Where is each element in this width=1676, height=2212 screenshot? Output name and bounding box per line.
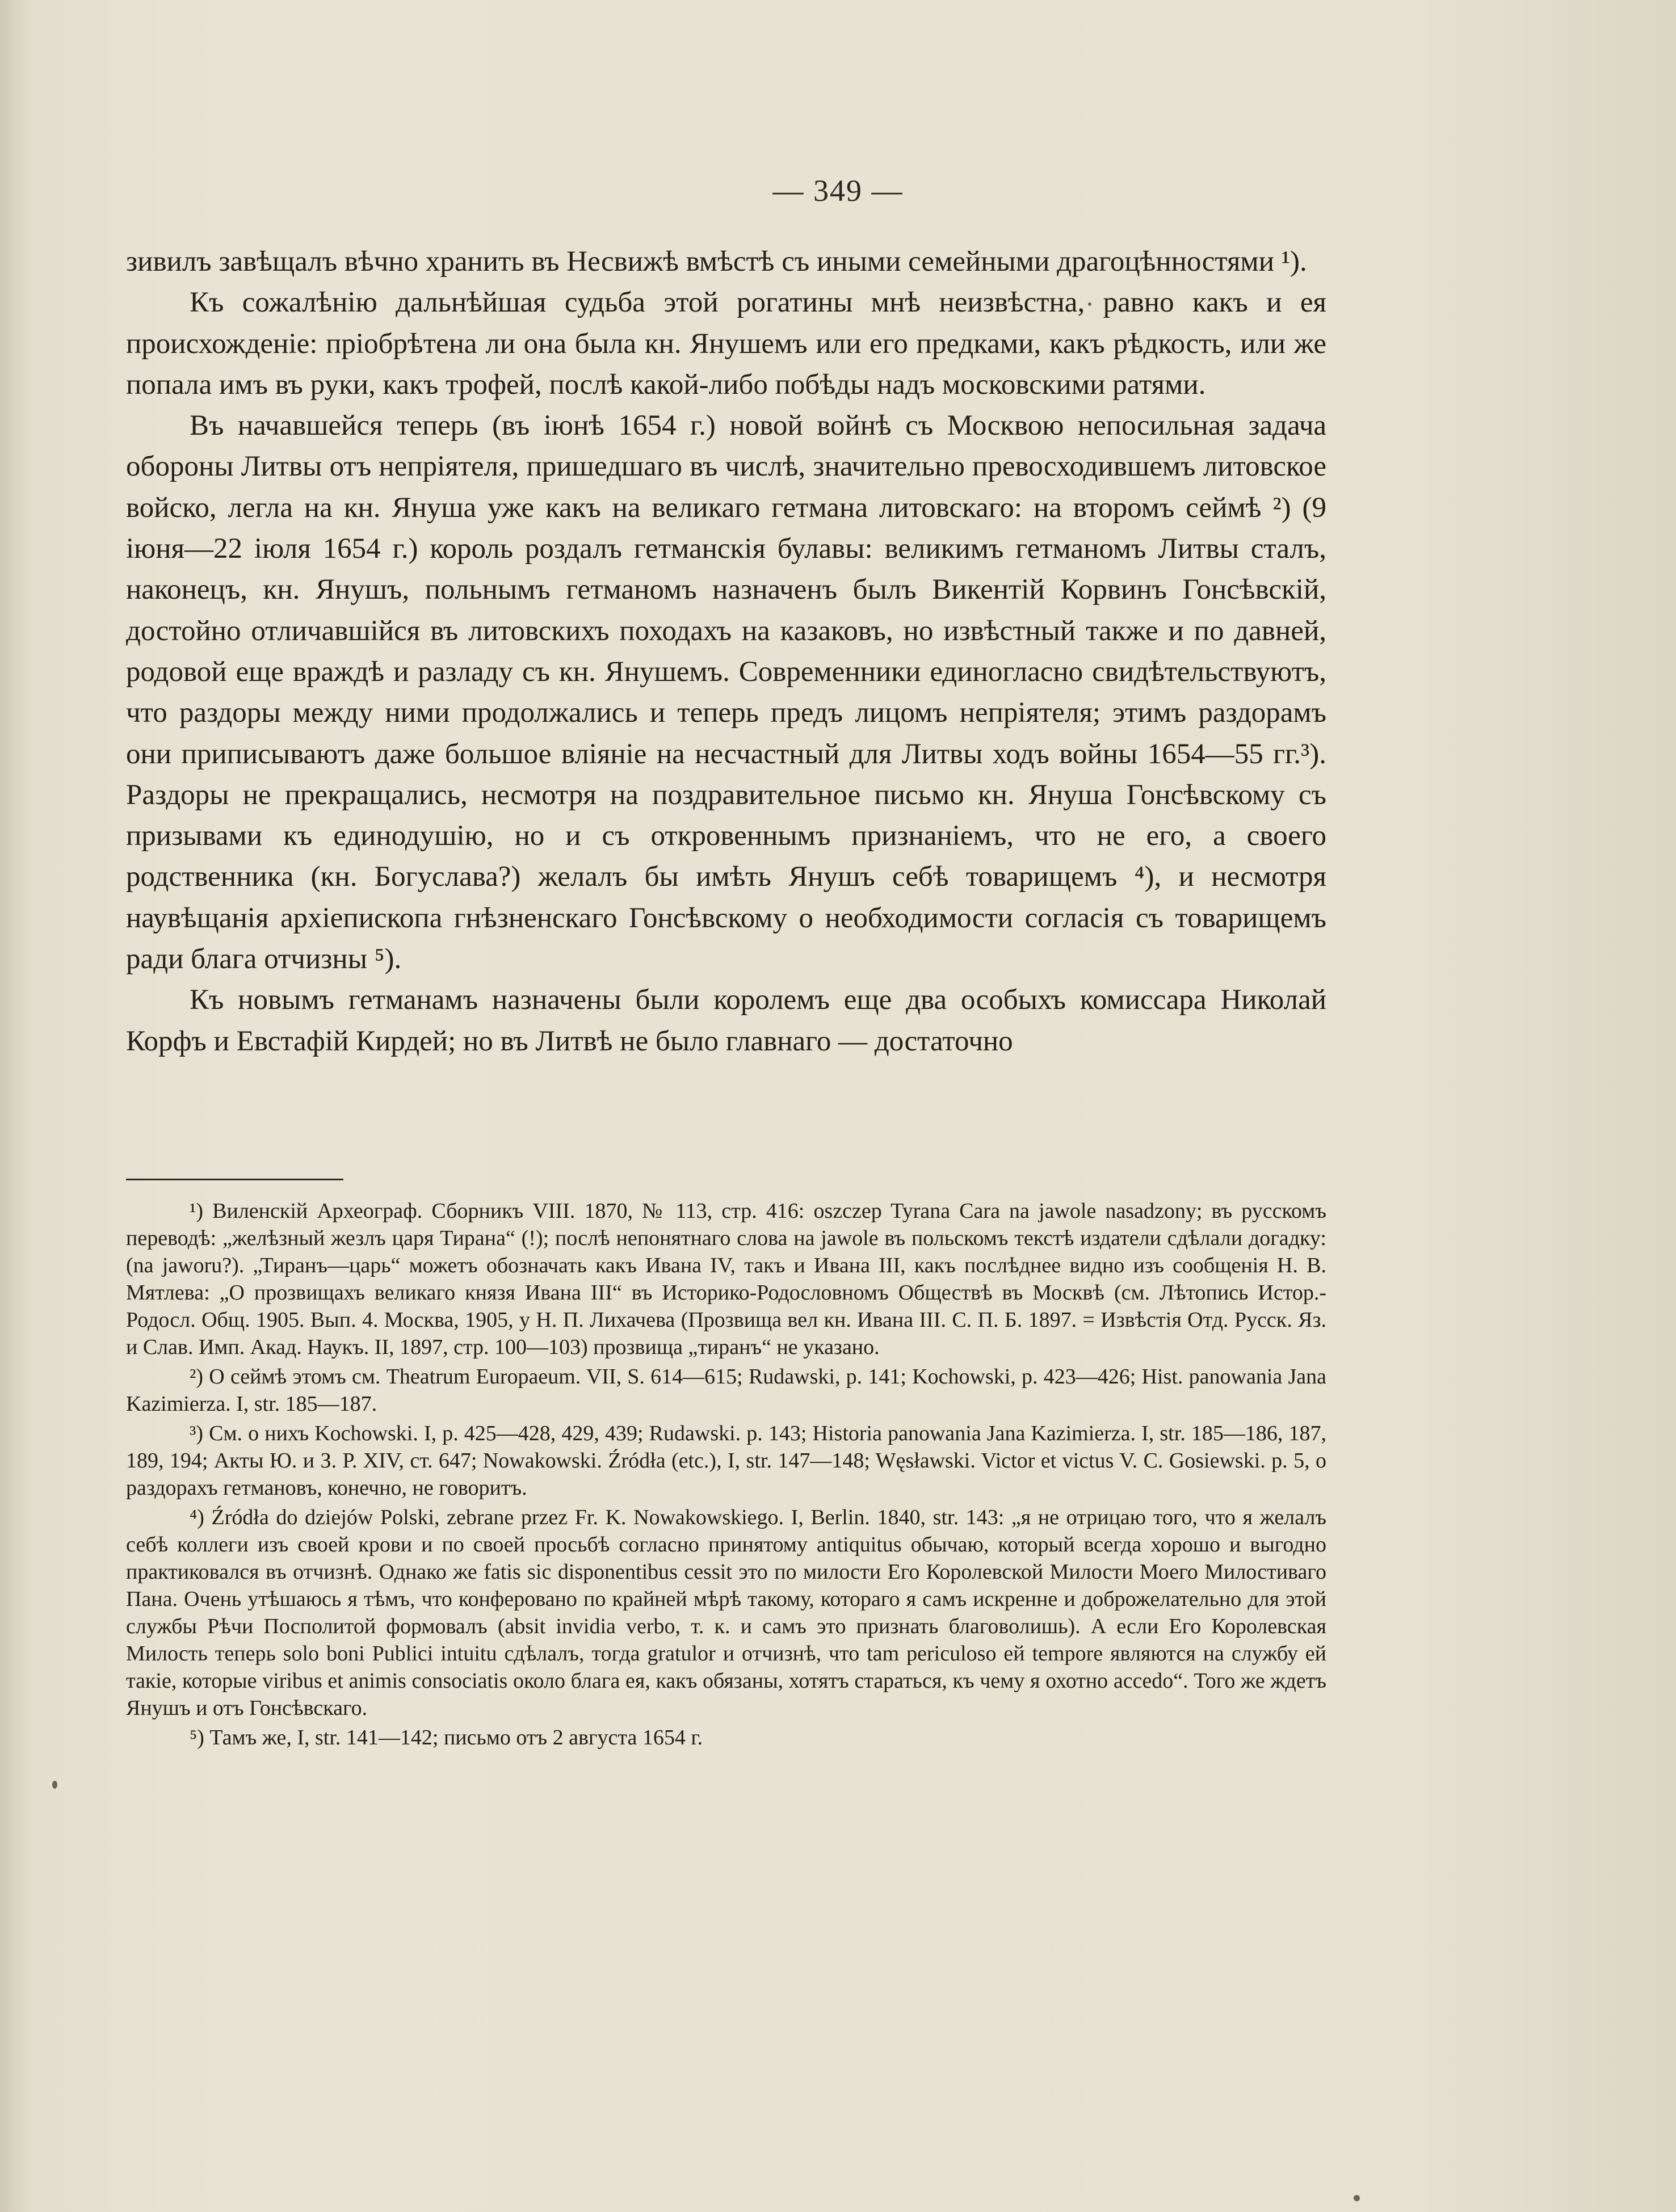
ink-speck bbox=[52, 1781, 57, 1789]
footnote: ¹) Виленскій Археограф. Сборникъ VIII. 1870, № 113, стр. 416: oszczep Tyrana Cara na jawole nasadzony; въ русскомъ переводѣ: „желѣзный жезлъ царя Тирана“ (!); послѣ непонятнаго слова на jawole въ польскомъ текстѣ издатели сдѣлали догадку: (na jaworu?). „Тиранъ—царь“ можетъ обозначать какъ Ивана IV, такъ и Ивана III, какъ послѣднее видно изъ сообщенія Н. В. Мятлева: „О прозвищахъ великаго князя Ивана III“ въ Историко-Родословномъ Обществѣ въ Москвѣ (см. Лѣтопись Истор.-Родосл. Общ. 1905. Вып. 4. Москва, 1905, у Н. П. Лихачева (Прозвища вел кн. Ивана III. С. П. Б. 1897. = Извѣстія Отд. Русск. Яз. и Слав. Имп. Акад. Наукъ. II, 1897, стр. 100—103) прозвища „тиранъ“ не указано. bbox=[126, 1199, 1326, 1359]
paragraph: Къ новымъ гетманамъ назначены были королемъ еще два особыхъ комиссара Николай Корфъ и Евстафій Кирдей; но въ Литвѣ не было главнаго — достаточно bbox=[126, 984, 1326, 1057]
ink-speck bbox=[1354, 2195, 1360, 2201]
paragraph: Въ начавшейся теперь (въ іюнѣ 1654 г.) новой войнѣ съ Москвою непосильная задача обороны Литвы отъ непріятеля, пришедшаго въ числѣ, значительно превосходившемъ литовское войско, легла на кн. Януша уже какъ на великаго гетмана литовскаго: на второмъ сеймѣ ²) (9 іюня—22 іюля 1654 г.) король роздалъ гетманскія булавы: великимъ гетманомъ Литвы сталъ, наконецъ, кн. Янушъ, польнымъ гетманомъ назначенъ былъ Викентій Корвинъ Гонсѣвскій, достойно отличавшійся въ литовскихъ походахъ на казаковъ, но извѣстный также и по давней, родовой еще враждѣ и разладу съ кн. Янушемъ. Современники единогласно свидѣтельствуютъ, что раздоры между ними продолжались и теперь предъ лицомъ непріятеля; этимъ раздорамъ они приписываютъ даже большое вліяніе на несчастный для Литвы ходъ войны 1654—55 гг.³). Раздоры не прекращались, несмотря на поздравительное письмо кн. Януша Гонсѣвскому съ призывами къ единодушію, но и съ откровеннымъ признаніемъ, что не его, а своего родственника (кн. Богуслава?) желалъ бы имѣть Янушъ себѣ товарищемъ ⁴), и несмотря наувѣщанія архіепископа гнѣзненскаго Гонсѣвскому о необходимости согласія съ товарищемъ ради блага отчизны ⁵). bbox=[126, 410, 1326, 975]
page-number: — 349 — bbox=[772, 174, 904, 208]
paragraph: Къ сожалѣнію дальнѣйшая судьба этой рогатины мнѣ неизвѣстна, равно какъ и ея происхожденіе: пріобрѣтена ли она была кн. Янушемъ или его предками, какъ рѣдкость, или же попала имъ въ руки, какъ трофей, послѣ какой-либо побѣды надъ московскими ратями. bbox=[126, 287, 1326, 401]
footnote: ⁵) Тамъ же, I, str. 141—142; письмо отъ 2 августа 1654 г. bbox=[190, 1726, 703, 1750]
footnote: ³) См. о нихъ Kochowski. I, p. 425—428, 429, 439; Rudawski. p. 143; Historia panowania Jana Kazimierza. I, str. 185—186, 187, 189, 194; Акты Ю. и З. Р. XIV, ст. 647; Nowakowski. Źródła (etc.), I, str. 147—148; Węsławski. Victor et victus V. C. Gosiewski. p. 5, о раздорахъ гетмановъ, конечно, не говоритъ. bbox=[126, 1422, 1326, 1500]
paragraph-continuation: зивилъ завѣщалъ вѣчно хранить въ Несвижѣ вмѣстѣ съ иными семейными драгоцѣнностями ¹). bbox=[126, 246, 1307, 277]
footnote-divider bbox=[126, 1179, 343, 1180]
footnote: ²) О сеймѣ этомъ см. Theatrum Europaeum. VII, S. 614—615; Rudawski, p. 141; Kochowski, p. 423—426; Hist. panowania Jana Kazimierza. I, str. 185—187. bbox=[126, 1365, 1326, 1416]
footnotes bbox=[126, 1197, 1326, 1751]
main-text bbox=[126, 241, 1326, 1062]
footnote: ⁴) Źródła do dziejów Polski, zebrane przez Fr. K. Nowakowskiego. I, Berlin. 1840, str. 143: „я не отрицаю того, что я желалъ себѣ коллеги изъ своей крови и по своей просьбѣ согласно принятому antiquitus обычаю, который всегда хорошо и выгодно практиковался въ отчизнѣ. Однако же fatis sic disponentibus cessit это по милости Его Королевской Милости Моего Милостиваго Пана. Очень утѣшаюсь я тѣмъ, что конферовано по крайней мѣрѣ такому, котораго я самъ искренне и доброжелательно для этой службы Рѣчи Посполитой формовалъ (absit invidia verbo, т. к. и самъ это признать благоволишь). А если Его Королевская Милость теперь solo boni Publici intuitu сдѣлалъ, тогда gratulor и отчизнѣ, что tam periculoso eй tempore являются на службу ей такіе, которые viribus et animis consociatis около блага ея, какъ обязаны, хотятъ стараться, къ чему я охотно accedo“. Того же ждетъ Янушъ и отъ Гонсѣвскаго. bbox=[126, 1505, 1326, 1720]
